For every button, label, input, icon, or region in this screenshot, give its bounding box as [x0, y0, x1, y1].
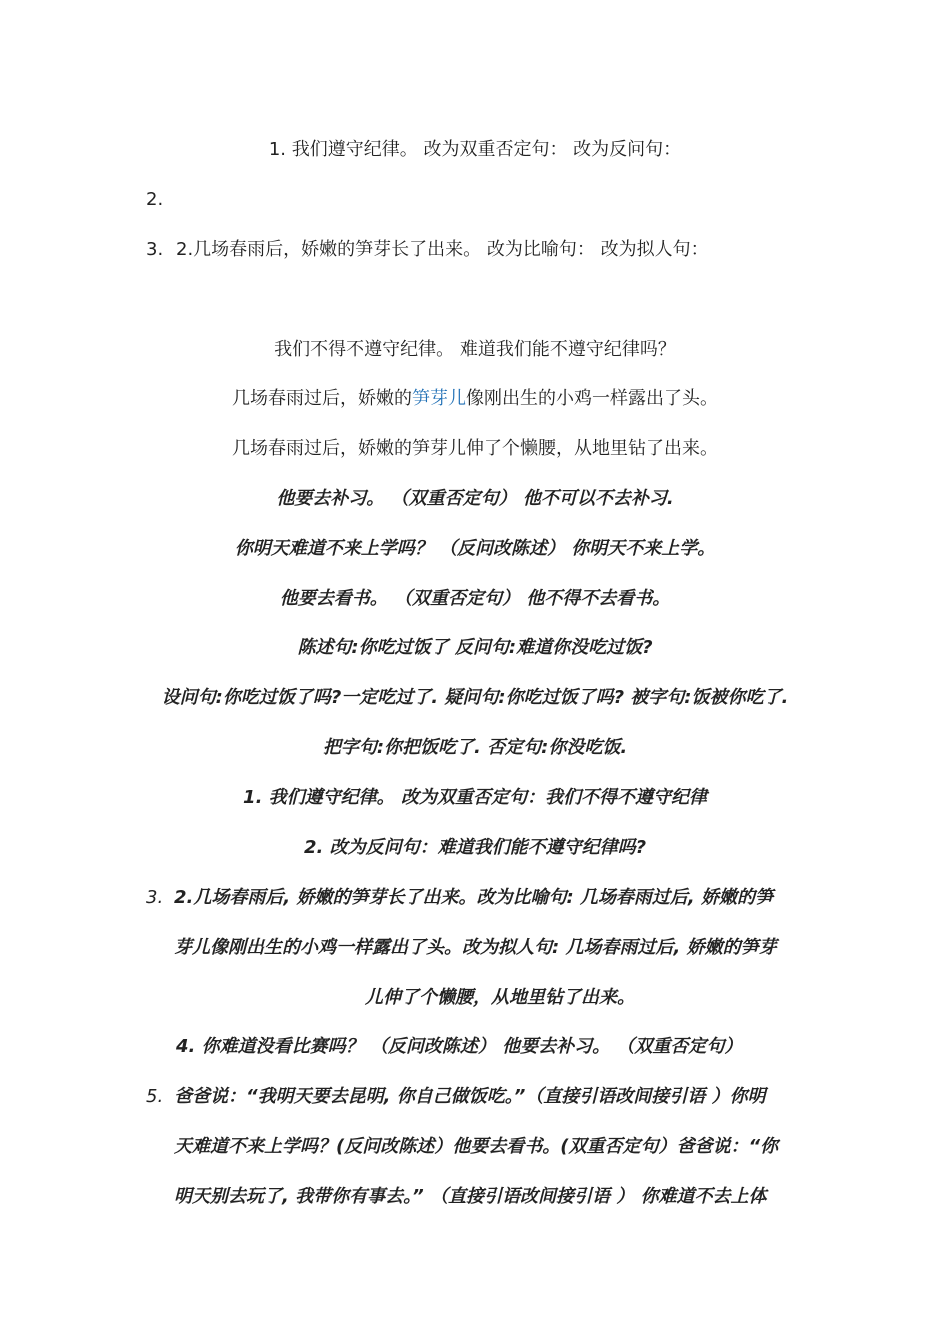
- exercise-line: 设问句:你吃过饭了吗?一定吃过了. 疑问句:你吃过饭了吗? 被字句:饭被你吃了.: [161, 687, 789, 708]
- answer-line-1: 我们不得不遵守纪律。 难道我们能不遵守纪律吗？: [274, 339, 676, 360]
- bamboo-shoot-link[interactable]: 笋芽儿: [412, 388, 466, 409]
- question-item-3: [146, 238, 709, 262]
- item-number: 3.: [146, 239, 164, 260]
- exercise-line: 2. 改为反问句：难道我们能不遵守纪律吗?: [303, 837, 647, 858]
- exercise-line: 你明天难道不来上学吗？ （反问改陈述） 你明天不来上学。: [234, 538, 716, 559]
- item-text-line: 天难道不来上学吗？(反问改陈述）他要去看书。(双重否定句）爸爸说：“你: [174, 1136, 779, 1157]
- item-text: 2.几场春雨后，娇嫩的笋芽长了出来。 改为比喻句： 改为拟人句：: [176, 239, 709, 260]
- item-number: 3.: [146, 887, 164, 908]
- item-text-line: 2.几场春雨后, 娇嫩的笋芽长了出来。改为比喻句: 几场春雨过后, 娇嫩的笋: [174, 887, 774, 908]
- answer-line-2: [0, 387, 950, 411]
- answer-text: 像刚出生的小鸡一样露出了头。: [466, 388, 718, 409]
- exercise-line: 他要去看书。 （双重否定句） 他不得不去看书。: [279, 588, 671, 609]
- item-text-line: 爸爸说：“我明天要去昆明, 你自己做饭吃。”（直接引语改间接引语 ）你明: [174, 1086, 766, 1107]
- answer-text: 几场春雨过后，娇嫩的: [232, 388, 412, 409]
- list-item-4: 4. 你难道没看比赛吗？ （反问改陈述） 他要去补习。 （双重否定句）: [176, 1036, 743, 1057]
- exercise-line: 陈述句:你吃过饭了 反问句:难道你没吃过饭?: [297, 637, 653, 658]
- list-item-5: [146, 1072, 826, 1222]
- answer-line-3: 几场春雨过后，娇嫩的笋芽儿伸了个懒腰，从地里钻了出来。: [232, 438, 718, 459]
- item-number: 5.: [146, 1086, 164, 1107]
- list-item-3: [146, 873, 826, 1023]
- exercise-line: 1. 我们遵守纪律。 改为双重否定句：我们不得不遵守纪律: [243, 787, 707, 808]
- question-item-1: 1. 我们遵守纪律。 改为双重否定句： 改为反问句：: [268, 139, 682, 160]
- item-text-line: 儿伸了个懒腰，从地里钻了出来。: [365, 987, 635, 1008]
- item-text-line: 芽儿像刚出生的小鸡一样露出了头。改为拟人句: 几场春雨过后, 娇嫩的笋芽: [174, 937, 777, 958]
- question-item-2: 2.: [146, 189, 164, 210]
- exercise-line: 他要去补习。 （双重否定句） 他不可以不去补习.: [276, 488, 674, 509]
- item-text-line: 明天别去玩了, 我带你有事去。” （直接引语改间接引语 ） 你难道不去上体: [174, 1186, 767, 1207]
- exercise-line: 把字句:你把饭吃了. 否定句:你没吃饭.: [322, 737, 628, 758]
